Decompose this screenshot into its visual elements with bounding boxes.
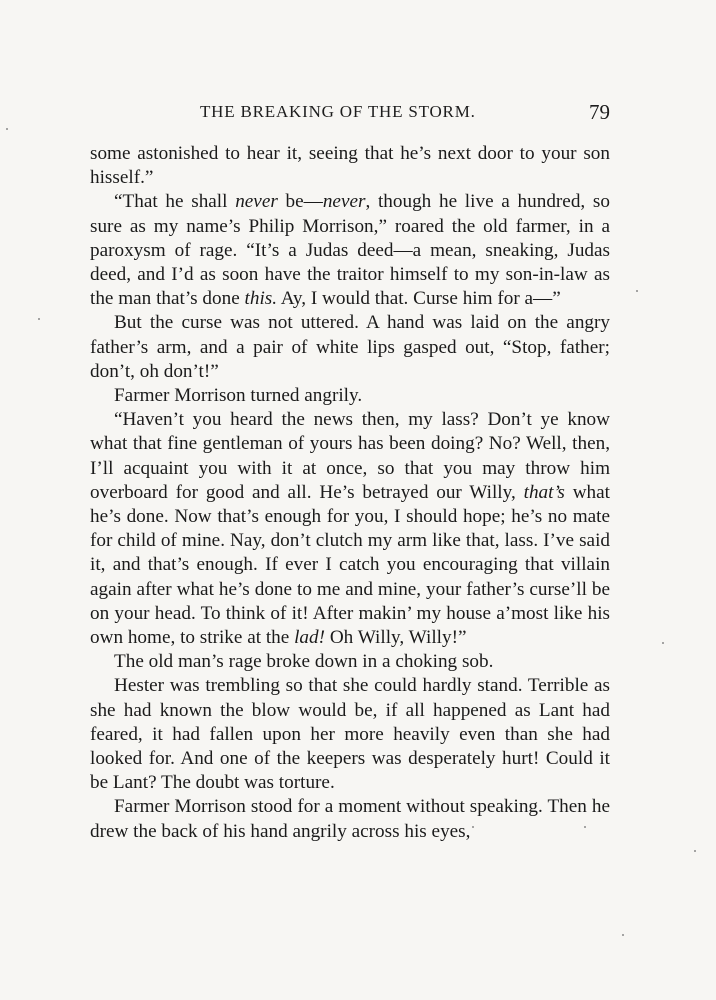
text-run: Ay, I would that. Curse him for a—” (277, 288, 561, 310)
text-run: what he’s done. Now that’s enough for you, I should hope; he’s no mate for child of mine. Nay, don’t clutch my arm like that, lass. I’ve said it, and that’s enough. If ever I catch you encouraging that villain again after what he’s done to me and mine, your father’s curse’ll be on your head. To think of it! After makin’ my house a’most like his own home, to strike at the (90, 481, 610, 649)
paragraph (90, 795, 610, 843)
text-run: Hester was trembling so that she could hardly stand. Terrible as she had known the blow would be, if all happened as Lant had feared, it had fallen upon her more heavily even than she had looked for. And one of the keepers was desperately hurt! Could it be Lant? The doubt was torture. (90, 675, 610, 794)
page-number: 79 (589, 100, 610, 124)
italic-text: this. (244, 288, 278, 310)
text-run: The old man’s rage broke down in a choking sob. (114, 651, 494, 673)
text-run: be— (277, 191, 323, 213)
body-text (90, 142, 610, 844)
text-run: Farmer Morrison stood for a moment without speaking. Then he drew the back of his hand angrily across his eyes, (90, 796, 610, 842)
paragraph (90, 384, 610, 408)
text-run: “Haven’t you heard the news then, my lass? Don’t ye know what that fine gentleman of yours has been doing? No? Well, then, I’ll acquaint you with it at once, so that you may throw him overboard for good and all. He’s betrayed our Willy, (90, 409, 610, 503)
italic-text: lad! (294, 627, 326, 649)
italic-text: never (235, 191, 278, 213)
text-run: Farmer Morrison turned angrily. (114, 385, 363, 407)
running-head: THE BREAKING OF THE STORM. (200, 102, 476, 121)
paragraph (90, 142, 610, 190)
paragraph (90, 674, 610, 795)
text-run: “That he shall (114, 191, 236, 213)
page-header (90, 100, 610, 126)
paragraph (90, 190, 610, 311)
italic-text: never (322, 191, 366, 213)
text-run: some astonished to hear it, seeing that he’s next door to your son hisself.” (90, 143, 610, 189)
text-run: Oh Willy, Willy!” (325, 627, 467, 649)
text-run: , though he live a hundred, so sure as my name’s Philip Morrison,” roared the old farmer, in a paroxysm of rage. “It’s a Judas deed—a mean, sneaking, Judas deed, and I’d as soon have the traitor himself to my son-in-law as the man that’s done (90, 191, 610, 310)
paragraph (90, 650, 610, 674)
italic-text: that’s (523, 481, 565, 503)
paragraph (90, 311, 610, 384)
text-run: But the curse was not uttered. A hand was laid on the angry father’s arm, and a pair of white lips gasped out, “Stop, father; don’t, oh don’t!” (90, 312, 610, 382)
paragraph (90, 408, 610, 650)
